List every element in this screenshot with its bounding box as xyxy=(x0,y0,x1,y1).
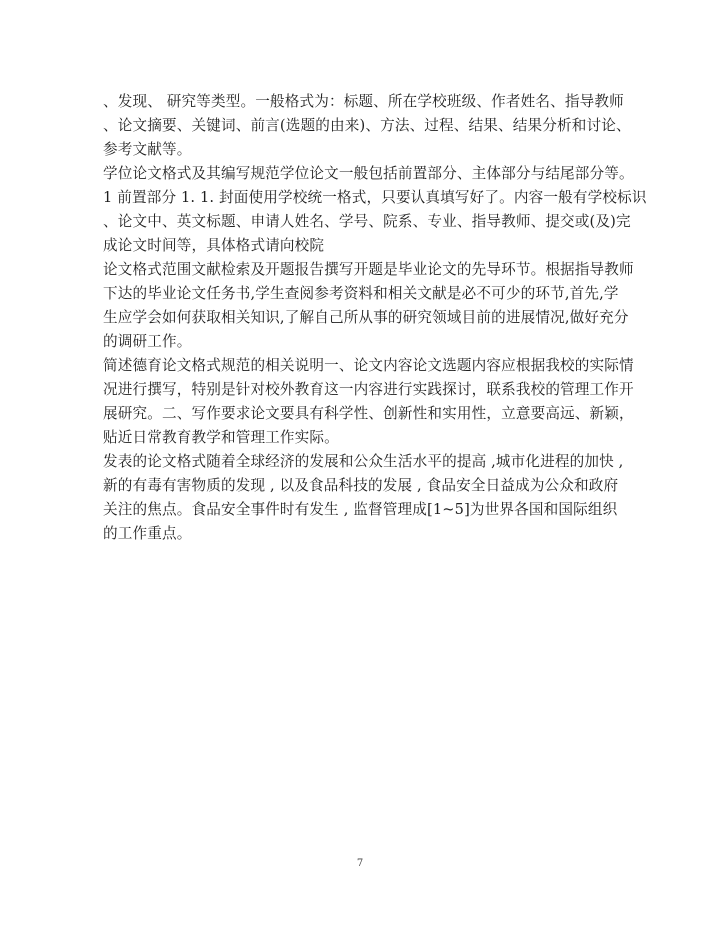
paragraph xyxy=(103,354,634,450)
text-line: 新的有毒有害物质的发现 , 以及食品科技的发展 , 食品安全日益成为公众和政府 xyxy=(103,477,619,494)
text-line: 简述德育论文格式规范的相关说明一、论文内容论文选题内容应根据我校的实际情 xyxy=(103,357,634,374)
text-line: 1 前置部分 1. 1. 封面使用学校统一格式，只要认真填写好了。内容一般有学校标识 xyxy=(103,189,647,206)
paragraph xyxy=(103,162,647,258)
text-line: 生应学会如何获取相关知识,了解自己所从事的研究领域目前的进展情况,做好充分 xyxy=(103,309,629,326)
paragraph xyxy=(103,258,634,354)
document-body xyxy=(103,90,647,546)
page-number: 7 xyxy=(356,858,364,869)
text-line: 、论文中、英文标题、申请人姓名、学号、院系、专业、指导教师、提交或(及)完 xyxy=(103,213,631,230)
text-line: 成论文时间等，具体格式请向校院 xyxy=(103,237,325,254)
text-line: 参考文献等。 xyxy=(103,141,192,158)
text-line: 下达的毕业论文任务书,学生查阅参考资料和相关文献是必不可少的环节,首先,学 xyxy=(103,285,619,302)
text-line: 况进行撰写，特别是针对校外教育这一内容进行实践探讨，联系我校的管理工作开 xyxy=(103,381,634,398)
text-line: 论文格式范围文献检索及开题报告撰写开题是毕业论文的先导环节。根据指导教师 xyxy=(103,261,634,278)
paragraph xyxy=(103,450,623,546)
text-line: 发表的论文格式随着全球经济的发展和公众生活水平的提高 ,城市化进程的加快 , xyxy=(103,453,624,470)
text-line: 学位论文格式及其编写规范学位论文一般包括前置部分、主体部分与结尾部分等。 xyxy=(103,165,634,182)
text-line: 的调研工作。 xyxy=(103,333,192,350)
text-line: 、发现、 研究等类型。一般格式为：标题、所在学校班级、作者姓名、指导教师 xyxy=(103,93,624,110)
paragraph xyxy=(103,90,631,162)
text-line: 的工作重点。 xyxy=(103,525,192,542)
text-line: 展研究。二、写作要求论文要具有科学性、创新性和实用性，立意要高远、新颖， xyxy=(103,405,634,422)
text-line: 、论文摘要、关键词、前言(选题的由来)、方法、过程、结果、结果分析和讨论、 xyxy=(103,117,631,134)
text-line: 贴近日常教育教学和管理工作实际。 xyxy=(103,429,339,446)
text-line: 关注的焦点。食品安全事件时有发生 , 监督管理成[1~5]为世界各国和国际组织 xyxy=(103,501,618,518)
